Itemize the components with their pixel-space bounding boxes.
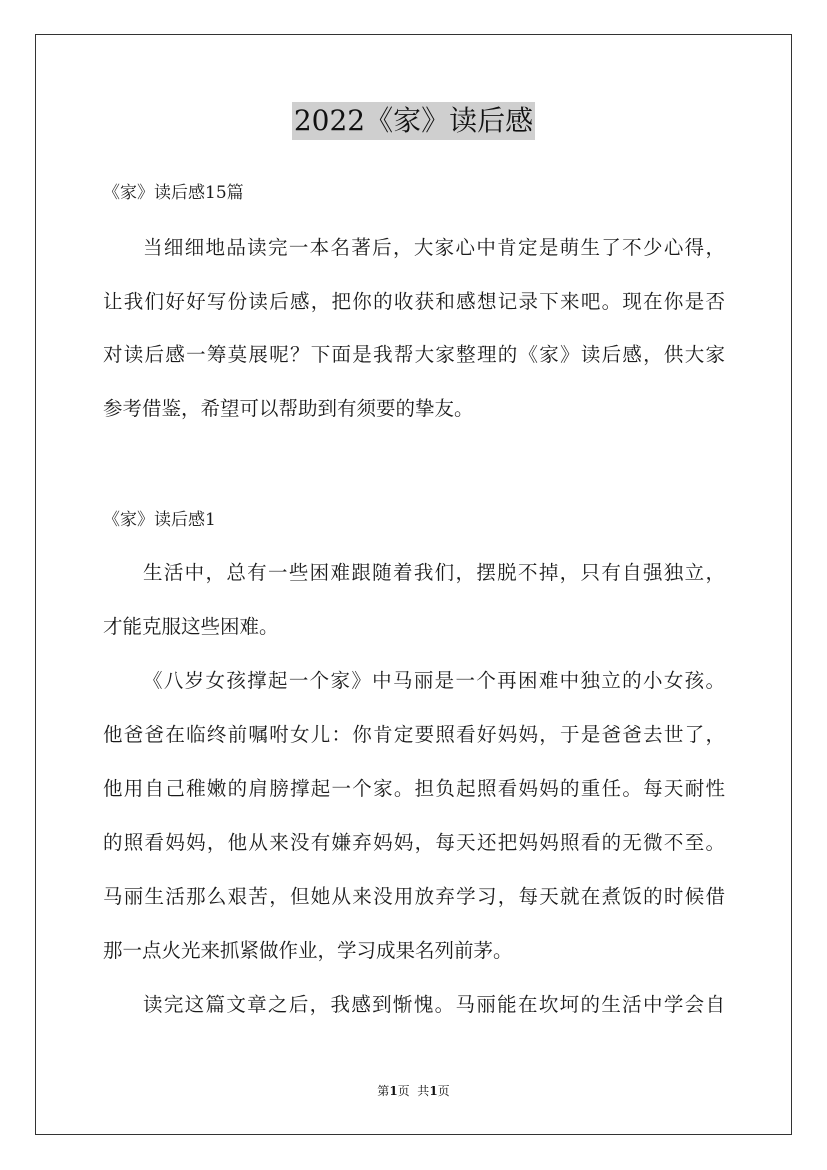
paragraph-line: 他爸爸在临终前嘱咐女儿：你肯定要照看好妈妈，于是爸爸去世了， [103,723,725,746]
footer-page-mid: 页 共 [397,1084,430,1098]
footer-page-total: 1 [429,1084,438,1098]
paragraph-line: 他用自己稚嫩的肩膀撑起一个家。担负起照看妈妈的重任。每天耐性 [103,777,725,800]
paragraph-line: 马丽生活那么艰苦，但她从来没用放弃学习，每天就在煮饭的时候借 [103,885,725,908]
document-subtitle: 《家》读后感15篇 [103,183,244,203]
footer-page-prefix: 第 [377,1084,390,1098]
footer-page-suffix: 页 [437,1084,450,1098]
paragraph-line: 才能克服这些困难。 [103,615,279,638]
paragraph-line: 的照看妈妈，他从来没有嫌弃妈妈，每天还把妈妈照看的无微不至。 [103,831,725,854]
intro-line: 参考借鉴，希望可以帮助到有须要的挚友。 [103,397,474,420]
intro-line: 当细细地品读完一本名著后，大家心中肯定是萌生了不少心得， [143,236,725,259]
title-container [0,102,827,140]
intro-line: 让我们好好写份读后感，把你的收获和感想记录下来吧。现在你是否 [103,290,725,313]
section-heading: 《家》读后感1 [103,510,216,530]
paragraph-line: 那一点火光来抓紧做作业，学习成果名列前茅。 [103,939,513,962]
footer-page-current: 1 [389,1084,398,1098]
page-footer [0,1083,827,1099]
document-title: 2022《家》读后感 [292,102,535,140]
paragraph-line: 读完这篇文章之后，我感到惭愧。马丽能在坎坷的生活中学会自 [143,993,725,1016]
paragraph-line: 生活中，总有一些困难跟随着我们，摆脱不掉，只有自强独立， [143,561,725,584]
paragraph-line: 《八岁女孩撑起一个家》中马丽是一个再困难中独立的小女孩。 [143,669,725,692]
intro-line: 对读后感一筹莫展呢？下面是我帮大家整理的《家》读后感，供大家 [103,343,725,366]
